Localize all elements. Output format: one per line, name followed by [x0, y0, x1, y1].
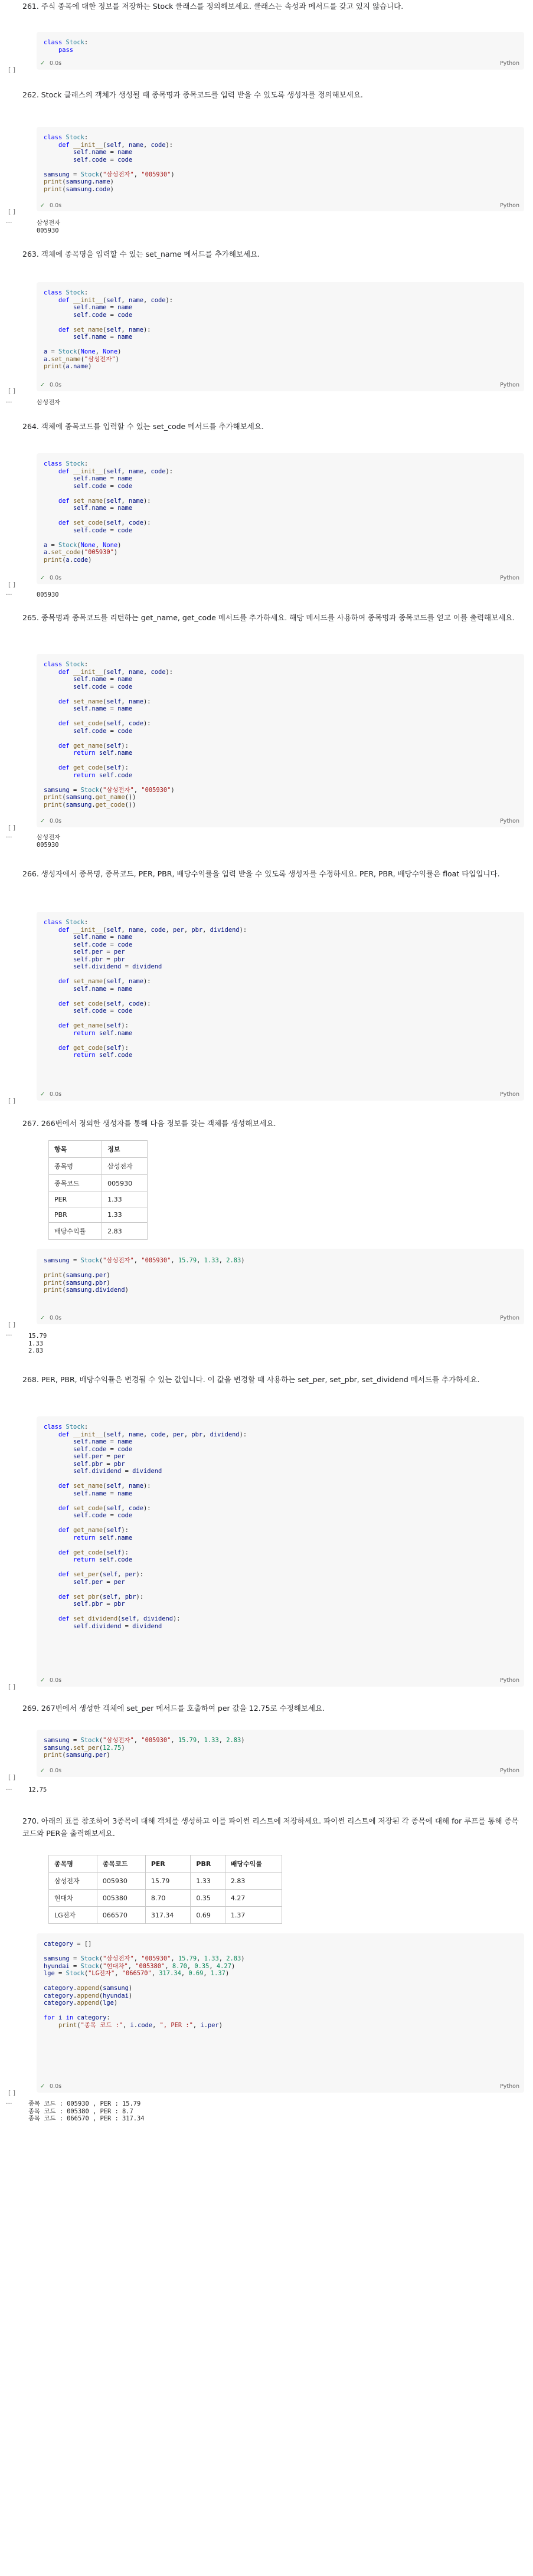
- table-cell: 1.33: [102, 1207, 148, 1223]
- table-header: 정보: [102, 1141, 148, 1158]
- success-check-icon: ✓: [40, 1091, 45, 1098]
- code-270: category = [] samsung = Stock("삼성전자", "005930", 15.79, 1.33, 2.83) hyundai = Stock("현대차", "005380", 8.70, 0.35, 4.27) lge = Stock("LG전자", "066570", 317.34, 0.69, 1.37) category.append(samsung) category.append(hyundai) category.append(lge) for i in category: print("종목 코드 :", i.code, ", PER :", i.per): [44, 1940, 245, 2029]
- table-cell: 005380: [97, 1890, 145, 1907]
- table-row: [49, 1175, 148, 1192]
- table-cell: 0.35: [191, 1890, 225, 1907]
- code-cell-268[interactable]: [37, 1416, 524, 1687]
- output-menu-icon[interactable]: ···: [6, 398, 12, 406]
- code-266: class Stock: def __init__(self, name, code, per, pbr, dividend): self.name = name self.code = code self.per = per self.pbr = pbr self.dividend = dividend def set_name(self, name): self.name = name def set_code(self, code): self.code = code def get_name(self): return self.name def get_code(self): return self.code: [44, 919, 247, 1059]
- table-cell: 005930: [102, 1175, 148, 1192]
- question-270: 270. 아래의 표를 참조하여 3종목에 대해 객체를 생성하고 이를 파이썬 리스트에 저장하세요. 파이썬 리스트에 저장된 각 종목에 대해 for 루프를 통해 종목코드와 PER을 출력해보세요.: [22, 1816, 519, 1838]
- cell-gutter: [ ]: [8, 1683, 16, 1691]
- cell-footer: ✓ 0.0s Python: [40, 1767, 519, 1774]
- output-menu-icon[interactable]: ···: [6, 219, 12, 227]
- cell-footer: ✓ 0.0s Python: [40, 60, 519, 67]
- output-menu-icon[interactable]: ···: [6, 2100, 12, 2107]
- table-cell: 종목코드: [49, 1175, 102, 1192]
- table-cell: 066570: [97, 1907, 145, 1924]
- cell-footer: ✓ 0.0s Python: [40, 382, 519, 388]
- table-row: [49, 1207, 148, 1223]
- output-265: 삼성전자 005930: [37, 834, 61, 849]
- question-262: 262. Stock 클래스의 객체가 생성될 때 종목명과 종목코드를 입력 받을 수 있도록 생성자를 정의해보세요.: [22, 90, 363, 99]
- table-cell: PBR: [49, 1207, 102, 1223]
- question-265: 265. 종목명과 종목코드를 리턴하는 get_name, get_code 메서드를 추가하세요. 해당 메서드를 사용하여 종목명과 종목코드를 얻고 이를 출력해보세요.: [22, 613, 515, 622]
- table-row: [49, 1873, 282, 1890]
- question-261: 261. 주식 종목에 대한 정보를 저장하는 Stock 클래스를 정의해보세요. 클래스는 속성과 메서드를 갖고 있지 않습니다.: [22, 2, 404, 11]
- cell-footer: ✓ 0.0s Python: [40, 202, 519, 209]
- question-268: 268. PER, PBR, 배당수익률은 변경될 수 있는 값입니다. 이 값을 변경할 때 사용하는 set_per, set_pbr, set_dividend 메서드를 추가하세요.: [22, 1375, 480, 1384]
- code-cell-270[interactable]: [37, 1933, 524, 2093]
- table-row: [49, 1158, 148, 1175]
- table-row: [49, 1223, 148, 1240]
- output-262: 삼성전자 005930: [37, 220, 61, 234]
- cell-footer: ✓ 0.0s Python: [40, 1315, 519, 1321]
- table-header: PER: [145, 1855, 191, 1873]
- success-check-icon: ✓: [40, 382, 45, 388]
- table-header: 배당수익률: [225, 1855, 282, 1873]
- success-check-icon: ✓: [40, 2083, 45, 2090]
- table-cell: 삼성전자: [102, 1158, 148, 1175]
- output-267: 15.79 1.33 2.83: [28, 1333, 47, 1354]
- code-cell-265[interactable]: [37, 654, 524, 827]
- cell-gutter: [ ]: [8, 2089, 16, 2097]
- code-cell-262[interactable]: [37, 127, 524, 211]
- code-cell-261[interactable]: [37, 32, 524, 70]
- cell-gutter: [ ]: [8, 208, 16, 215]
- table-cell: 1.33: [102, 1192, 148, 1207]
- code-267: samsung = Stock("삼성전자", "005930", 15.79, 1.33, 2.83) print(samsung.per) print(samsung.pbr) print(samsung.dividend): [44, 1257, 245, 1294]
- code-269: samsung = Stock("삼성전자", "005930", 15.79, 1.33, 2.83) samsung.set_per(12.75) print(samsung.per): [44, 1737, 245, 1759]
- success-check-icon: ✓: [40, 575, 45, 581]
- table-header: 종목명: [49, 1855, 97, 1873]
- code-cell-267[interactable]: [37, 1249, 524, 1324]
- success-check-icon: ✓: [40, 1767, 45, 1774]
- cell-gutter: [ ]: [8, 387, 16, 395]
- code-262: class Stock: def __init__(self, name, code): self.name = name self.code = code samsung = Stock("삼성전자", "005930") print(samsung.name) print(samsung.code): [44, 134, 175, 193]
- output-263: 삼성전자: [37, 399, 61, 406]
- table-cell: 삼성전자: [49, 1873, 97, 1890]
- cell-gutter: [ ]: [8, 1773, 16, 1781]
- cell-gutter: [ ]: [8, 581, 16, 588]
- cell-footer: ✓ 0.0s Python: [40, 818, 519, 824]
- table-cell: 2.83: [102, 1223, 148, 1240]
- table-cell: LG전자: [49, 1907, 97, 1924]
- success-check-icon: ✓: [40, 818, 45, 824]
- cell-footer: ✓ 0.0s Python: [40, 2083, 519, 2090]
- table-cell: 종목명: [49, 1158, 102, 1175]
- code-cell-264[interactable]: [37, 453, 524, 584]
- success-check-icon: ✓: [40, 1315, 45, 1321]
- table-cell: 317.34: [145, 1907, 191, 1924]
- question-263: 263. 객체에 종목명을 입력할 수 있는 set_name 메서드를 추가해보세요.: [22, 250, 260, 258]
- cell-gutter: [ ]: [8, 824, 16, 832]
- table-cell: 1.37: [225, 1907, 282, 1924]
- code-268: class Stock: def __init__(self, name, code, per, pbr, dividend): self.name = name self.code = code self.per = per self.pbr = pbr self.dividend = dividend def set_name(self, name): self.name = name def set_code(self, code): self.code = code def get_name(self): return self.name def get_code(self): return self.code def set_per(self, per): self.per = per def set_pbr(self, pbr): self.pbr = pbr def set_dividend(self, dividend): self.dividend = dividend: [44, 1423, 247, 1630]
- question-264: 264. 객체에 종목코드를 입력할 수 있는 set_code 메서드를 추가해보세요.: [22, 422, 264, 431]
- table-cell: 현대차: [49, 1890, 97, 1907]
- table-cell: 1.33: [191, 1873, 225, 1890]
- cell-footer: ✓ 0.0s Python: [40, 575, 519, 581]
- code-263: class Stock: def __init__(self, name, code): self.name = name self.code = code def set_name(self, name): self.name = name a = Stock(None, None) a.set_name("삼성전자") print(a.name): [44, 289, 174, 370]
- cell-gutter: [ ]: [8, 1321, 16, 1328]
- question-267: 267. 266번에서 정의한 생성자를 통해 다음 정보를 갖는 객체를 생성해보세요.: [22, 1119, 276, 1128]
- question-269: 269. 267번에서 생성한 객체에 set_per 메서드를 호출하여 per 값을 12.75로 수정해보세요.: [22, 1704, 325, 1713]
- code-cell-266[interactable]: [37, 912, 524, 1101]
- table-cell: 4.27: [225, 1890, 282, 1907]
- table-header: PBR: [191, 1855, 225, 1873]
- table-cell: 8.70: [145, 1890, 191, 1907]
- cell-gutter: [ ]: [8, 66, 16, 74]
- table-row: [49, 1890, 282, 1907]
- success-check-icon: ✓: [40, 1677, 45, 1684]
- table-cell: 2.83: [225, 1873, 282, 1890]
- output-menu-icon[interactable]: ···: [6, 591, 12, 598]
- output-264: 005930: [37, 591, 59, 598]
- cell-gutter: [ ]: [8, 1097, 16, 1105]
- cell-footer: ✓ 0.0s Python: [40, 1677, 519, 1684]
- output-269: 12.75: [28, 1786, 47, 1793]
- table-cell: 0.69: [191, 1907, 225, 1924]
- stock-table-270: [48, 1855, 282, 1924]
- code-cell-269[interactable]: [37, 1730, 524, 1777]
- table-cell: 005930: [97, 1873, 145, 1890]
- code-261: class Stock: pass: [44, 39, 89, 54]
- code-265: class Stock: def __init__(self, name, code): self.name = name self.code = code def set_name(self, name): self.name = name def set_code(self, code): self.code = code def get_name(self): return self.name def get_code(self): return self.code samsung = Stock("삼성전자", "005930") print(samsung.get_name()) print(samsung.get_code()): [44, 661, 175, 809]
- code-cell-263[interactable]: [37, 282, 524, 391]
- success-check-icon: ✓: [40, 202, 45, 209]
- output-menu-icon[interactable]: ···: [6, 833, 12, 841]
- table-cell: PER: [49, 1192, 102, 1207]
- success-check-icon: ✓: [40, 60, 45, 67]
- code-264: class Stock: def __init__(self, name, code): self.name = name self.code = code def set_name(self, name): self.name = name def set_code(self, code): self.code = code a = Stock(None, None) a.set_code("005930") print(a.code): [44, 460, 174, 564]
- cell-footer: ✓ 0.0s Python: [40, 1091, 519, 1098]
- table-header: 종목코드: [97, 1855, 145, 1873]
- table-row: [49, 1907, 282, 1924]
- info-table-267: [48, 1140, 148, 1240]
- question-266: 266. 생성자에서 종목명, 종목코드, PER, PBR, 배당수익률을 입력 받을 수 있도록 생성자를 수정하세요. PER, PBR, 배당수익률은 float 타입입니다.: [22, 869, 500, 878]
- table-cell: 15.79: [145, 1873, 191, 1890]
- table-cell: 배당수익률: [49, 1223, 102, 1240]
- output-270: 종목 코드 : 005930 , PER : 15.79 종목 코드 : 005380 , PER : 8.7 종목 코드 : 066570 , PER : 317.34: [28, 2100, 145, 2122]
- table-header: 항목: [49, 1141, 102, 1158]
- output-menu-icon[interactable]: ···: [6, 1786, 12, 1793]
- output-menu-icon[interactable]: ···: [6, 1331, 12, 1339]
- table-row: [49, 1192, 148, 1207]
